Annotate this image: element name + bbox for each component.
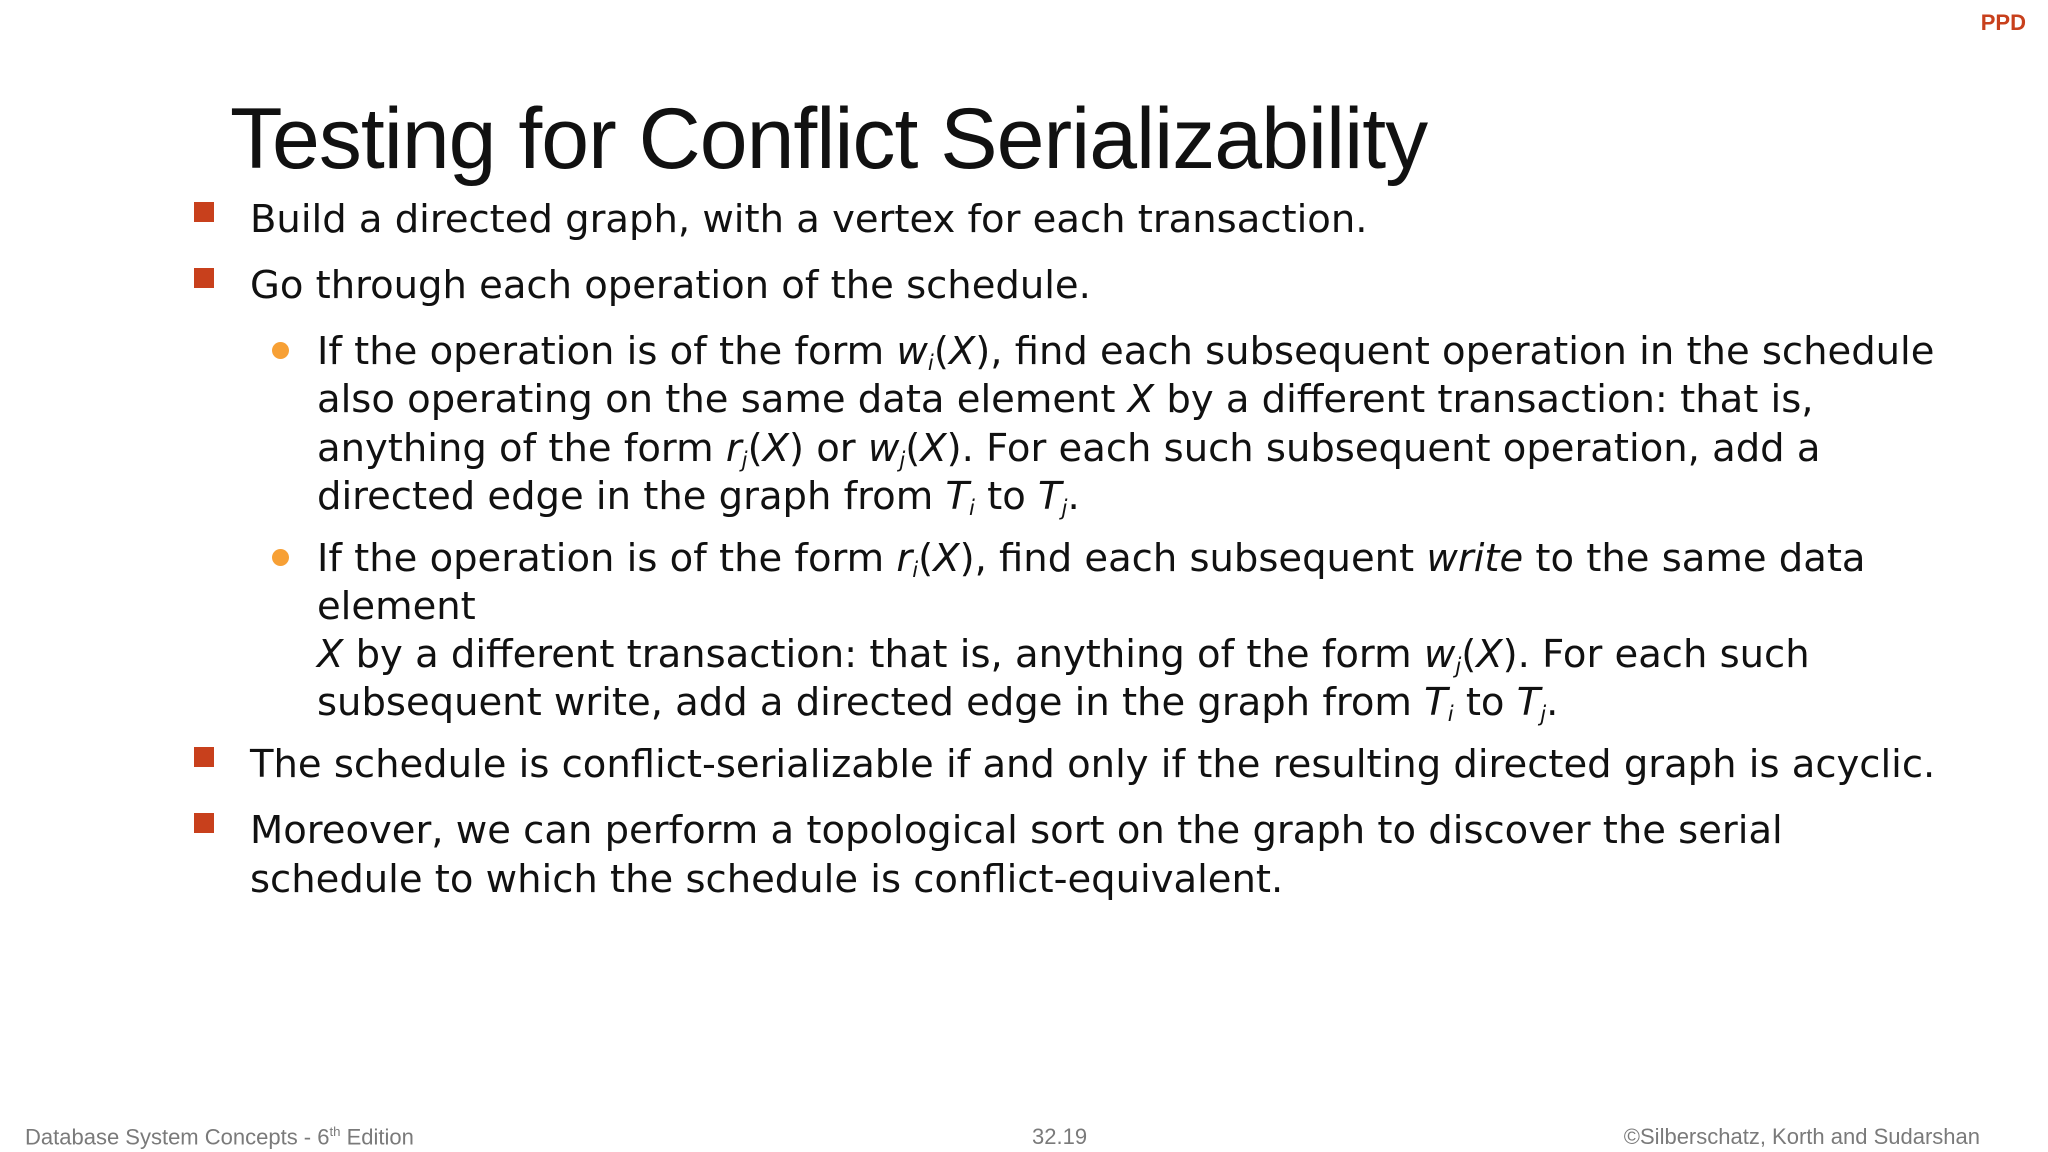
sub-bullet-item <box>192 535 2012 728</box>
bullet-item <box>192 196 2012 244</box>
bullet-text: The schedule is conflict-serializable if and only if the resulting directed graph is acyclic. <box>250 742 1936 788</box>
bullet-text: Go through each operation of the schedule. <box>250 263 1091 309</box>
ppd-badge: PPD <box>1980 10 2026 35</box>
slide-title: Testing for Conflict Serializability <box>230 91 1428 187</box>
dot-bullet-icon <box>272 549 289 566</box>
square-bullet-icon <box>194 747 214 767</box>
footer-page-number: 32.19 <box>1032 1124 1088 1149</box>
dot-bullet-icon <box>272 342 289 359</box>
bullet-item <box>192 262 2012 310</box>
sub-bullet-text: If the operation is of the form $r_i(X)$, find each subsequent write to the same data element X by a different transaction: that is, anything of the form $w_j(X)$. For each such subsequent write, add a directed edge in the graph from $T_i$ to $T_j$. <box>317 535 1866 727</box>
bullet-text: Moreover, we can perform a topological sort on the graph to discover the serial schedule to which the schedule is conflict-equivalent. <box>250 808 1783 902</box>
square-bullet-icon <box>194 268 214 288</box>
bullet-item <box>192 741 2012 789</box>
bullet-text: Build a directed graph, with a vertex for each transaction. <box>250 197 1368 242</box>
slide-body <box>192 196 2012 922</box>
sub-bullet-item <box>192 328 2012 521</box>
sub-bullet-text: If the operation is of the form $w_i(X)$, find each subsequent operation in the schedule also operating on the same data element X by a different transaction: that is, anything of the form $r_j(X)$ or $w_j(X)$. For each such subsequent operation, add a directed edge in the graph from $T_i$ to $T_j$. <box>317 329 1935 520</box>
square-bullet-icon <box>194 813 214 833</box>
footer-copyright: ©Silberschatz, Korth and Sudarshan <box>1623 1124 1980 1149</box>
footer-course: Database System Concepts - 6th Edition <box>25 1124 414 1150</box>
bullet-item <box>192 807 2012 903</box>
square-bullet-icon <box>194 202 214 222</box>
